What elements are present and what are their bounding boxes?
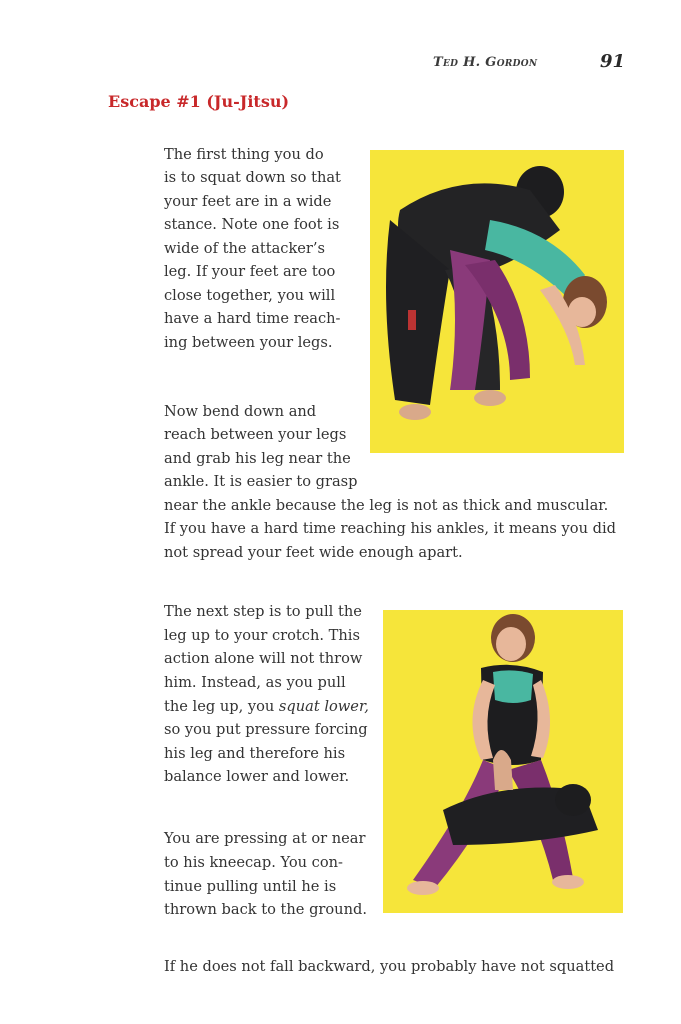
text-line: your feet are in a wide xyxy=(164,193,332,210)
text-line: Now bend down and xyxy=(164,403,317,420)
page-number: 91 xyxy=(600,51,626,72)
text-line: reach between your legs xyxy=(164,426,347,443)
text-line: ing between your legs. xyxy=(164,334,333,351)
photo-leg-pull-illustration xyxy=(383,610,623,913)
section-title: Escape #1 (Ju-Jitsu) xyxy=(108,92,290,111)
text-line: leg. If your feet are too xyxy=(164,263,336,280)
photo-leg-grab xyxy=(370,150,624,453)
text-line: close together, you will xyxy=(164,287,336,304)
text-line: thrown back to the ground. xyxy=(164,901,367,918)
text-line: If he does not fall backward, you probably have not squatted xyxy=(164,958,615,975)
text-line: The next step is to pull the xyxy=(164,603,362,620)
text-line: balance lower and lower. xyxy=(164,768,350,785)
text-line: action alone will not throw xyxy=(164,650,363,667)
text-line: leg up to your crotch. This xyxy=(164,627,360,644)
text-line: tinue pulling until he is xyxy=(164,878,337,895)
text-line: not spread your feet wide enough apart. xyxy=(164,544,463,561)
running-head: Ted H. Gordon xyxy=(433,55,538,70)
text-line: stance. Note one foot is xyxy=(164,216,340,233)
text-line: wide of the attacker’s xyxy=(164,240,326,257)
text-line: him. Instead, as you pull xyxy=(164,674,346,691)
text-line: The first thing you do xyxy=(164,146,324,163)
text-run: the leg up, you xyxy=(164,698,279,715)
text-line: so you put pressure forcing xyxy=(164,721,368,738)
text-line: his leg and therefore his xyxy=(164,745,346,762)
text-line: to his kneecap. You con- xyxy=(164,854,343,871)
text-line: If you have a hard time reaching his ankles, it means you did xyxy=(164,520,616,537)
text-line: is to squat down so that xyxy=(164,169,341,186)
text-line: You are pressing at or near xyxy=(164,830,366,847)
emphasis-text: squat lower, xyxy=(278,698,369,715)
photo-leg-grab-illustration xyxy=(370,150,624,453)
text-line: ankle. It is easier to grasp xyxy=(164,473,358,490)
text-line: and grab his leg near the xyxy=(164,450,351,467)
text-line xyxy=(164,697,369,717)
text-line: have a hard time reach- xyxy=(164,310,341,327)
photo-leg-pull xyxy=(383,610,623,913)
text-line: near the ankle because the leg is not as thick and muscular. xyxy=(164,497,609,514)
